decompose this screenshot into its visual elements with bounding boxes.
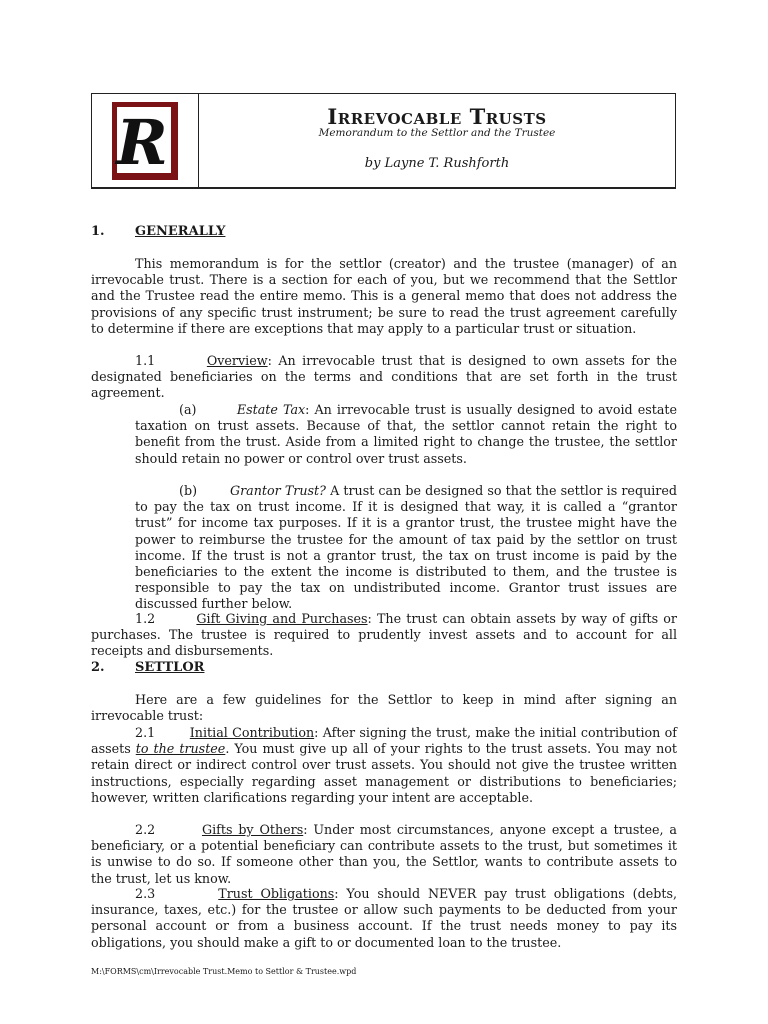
section-title: SETTLOR xyxy=(135,660,205,675)
logo-letter: R xyxy=(116,106,168,179)
paragraph-2-1: 2.1 Initial Contribution: After signing the trust, make the initial contribution of assets to the trustee. You must give up all of your rights to the trust assets. You may not retain direct or indirect control over trust assets. You should not give the trustee written instructions, especially regarding asset management or distributions to beneficiaries; however, written clarifications regarding your intent are acceptable. xyxy=(91,725,677,805)
logo-r-icon xyxy=(112,102,178,180)
paragraph-1-1-b: (b) Grantor Trust? A trust can be designed so that the settlor is required to pay the tax on trust income. If it is designed that way, it is called a “grantor trust” for income tax purposes. If it is a grantor trust, the trustee might have the power to reimburse the trustee for the amount of tax paid by the settlor on trust income. If the trust is not a grantor trust, the tax on trust income is paid by the beneficiaries to the extent the income is distributed to them, and the trustee is responsible to pay the tax on undistributed income. Grantor trust issues are discussed further below. xyxy=(135,483,677,612)
document-title: Irrevocable Trusts xyxy=(327,104,547,129)
document-author: by Layne T. Rushforth xyxy=(364,156,510,171)
intro-paragraph: This memorandum is for the settlor (creator) and the trustee (manager) of an irrevocable trust. There is a section for each of you, but we recommend that the Settlor and the Trustee read the entire memo. This is a general memo that does not address the provisions of any specific trust instrument; be sure to read the trust agreement carefully to determine if there are exceptions that may apply to a particular trust or situation. xyxy=(91,256,677,336)
section-number: 1. xyxy=(91,224,105,239)
paragraph-1-2: 1.2 Gift Giving and Purchases: The trust can obtain assets by way of gifts or purchases. The trustee is required to prudently invest assets and to account for all receipts and disbursements. xyxy=(91,611,678,659)
paragraph-2-3: 2.3 Trust Obligations: You should NEVER pay trust obligations (debts, insurance, taxes, etc.) for the trustee or allow such payments to be deducted from your personal account or from a business account. If the trust needs money to pay its obligations, you should make a gift to or documented loan to the trustee. xyxy=(91,886,677,950)
logo-cell xyxy=(92,94,199,187)
section-title: GENERALLY xyxy=(135,224,226,239)
paragraph-1-1: 1.1 Overview: An irrevocable trust that is designed to own assets for the designated beneficiaries on the terms and conditions that are set forth in the trust agreement. xyxy=(91,353,677,401)
logo xyxy=(112,102,178,180)
file-path-footer: M:\FORMS\cm\Irrevocable Trust.Memo to Settlor & Trustee.wpd xyxy=(91,967,357,976)
section-number: 2. xyxy=(91,660,105,675)
paragraph-2-2: 2.2 Gifts by Others: Under most circumstances, anyone except a trustee, a beneficiary, or a potential beneficiary can contribute assets to the trust, but sometimes it is unwise to do so. If someone other than you, the Settlor, wants to contribute assets to the trust, let us know. xyxy=(91,822,677,886)
settlor-intro-paragraph: Here are a few guidelines for the Settlor to keep in mind after signing an irrevocable trust: xyxy=(91,692,677,724)
paragraph-1-1-a: (a) Estate Tax: An irrevocable trust is usually designed to avoid estate taxation on trust assets. Because of that, the settlor cannot retain the right to benefit from the trust. Aside from a limited right to change the trustee, the settlor should retain no power or control over trust assets. xyxy=(135,402,677,466)
document-subtitle: Memorandum to the Settlor and the Trustee xyxy=(318,127,556,139)
header-box xyxy=(91,93,676,189)
